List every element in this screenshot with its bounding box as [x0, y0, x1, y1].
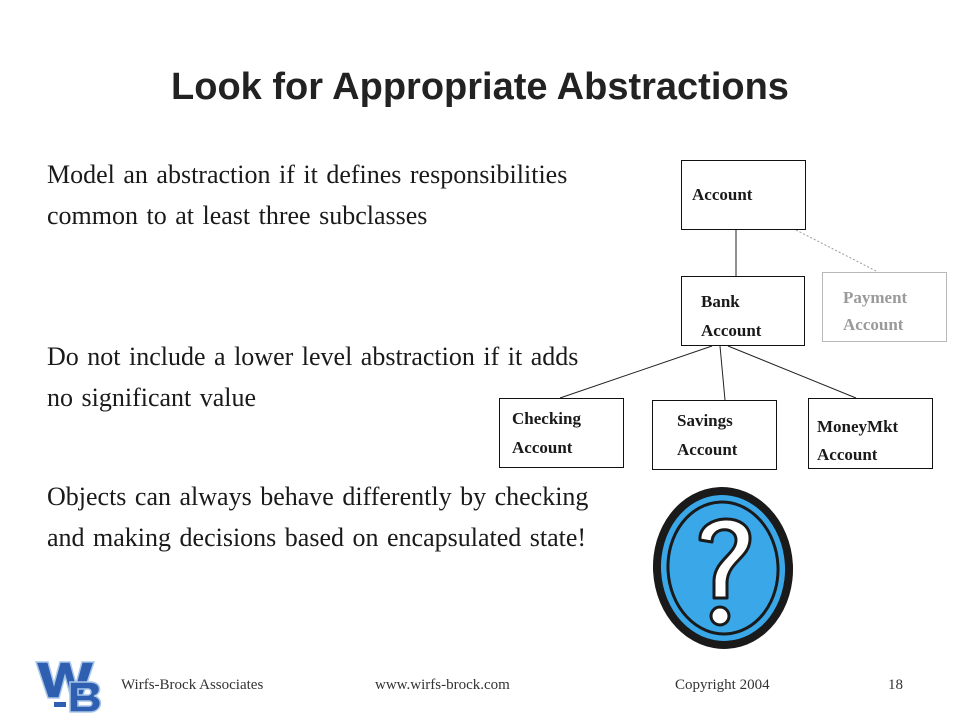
connector-account-payment — [796, 230, 878, 272]
account-label: Account — [692, 185, 753, 204]
paragraph-objects-behave: Objects can always behave differently by checking and making decisions based on encapsulated state! — [47, 482, 589, 552]
savings-account-label-line2: Account — [677, 440, 738, 459]
connector-bank-moneymkt — [728, 346, 856, 398]
question-mark-icon — [648, 482, 798, 654]
connector-bank-checking — [560, 346, 712, 398]
checking-account-label-line1: Checking — [512, 409, 581, 428]
moneymkt-account-label-line1: MoneyMkt — [817, 417, 899, 436]
footer-page-number: 18 — [888, 677, 903, 693]
checking-account-box — [499, 398, 624, 468]
moneymkt-account-box — [808, 398, 933, 469]
footer-copyright: Copyright 2004 — [675, 677, 770, 693]
savings-account-label-line1: Savings — [677, 411, 733, 430]
payment-account-label-line1: Payment — [843, 288, 908, 307]
account-box — [681, 160, 806, 230]
paragraph-lower-level-abstraction: Do not include a lower level abstraction if it adds no significant value — [47, 342, 579, 412]
footer-url: www.wirfs-brock.com — [375, 677, 510, 693]
footer-association: Wirfs-Brock Associates — [121, 677, 264, 693]
moneymkt-account-label-line2: Account — [817, 445, 878, 464]
checking-account-label-line2: Account — [512, 438, 573, 457]
wirfs-brock-logo — [34, 658, 106, 714]
savings-account-box — [652, 400, 777, 470]
payment-account-label-line2: Account — [843, 315, 904, 334]
connector-bank-savings — [720, 346, 725, 400]
slide-title: Look for Appropriate Abstractions — [171, 66, 789, 108]
bank-account-label-line2: Account — [701, 321, 762, 340]
bank-account-box — [681, 276, 805, 346]
payment-account-box — [822, 272, 947, 342]
bank-account-label-line1: Bank — [701, 292, 740, 311]
paragraph-model-abstraction: Model an abstraction if it defines responsibilities common to at least three subclasses — [47, 160, 568, 230]
